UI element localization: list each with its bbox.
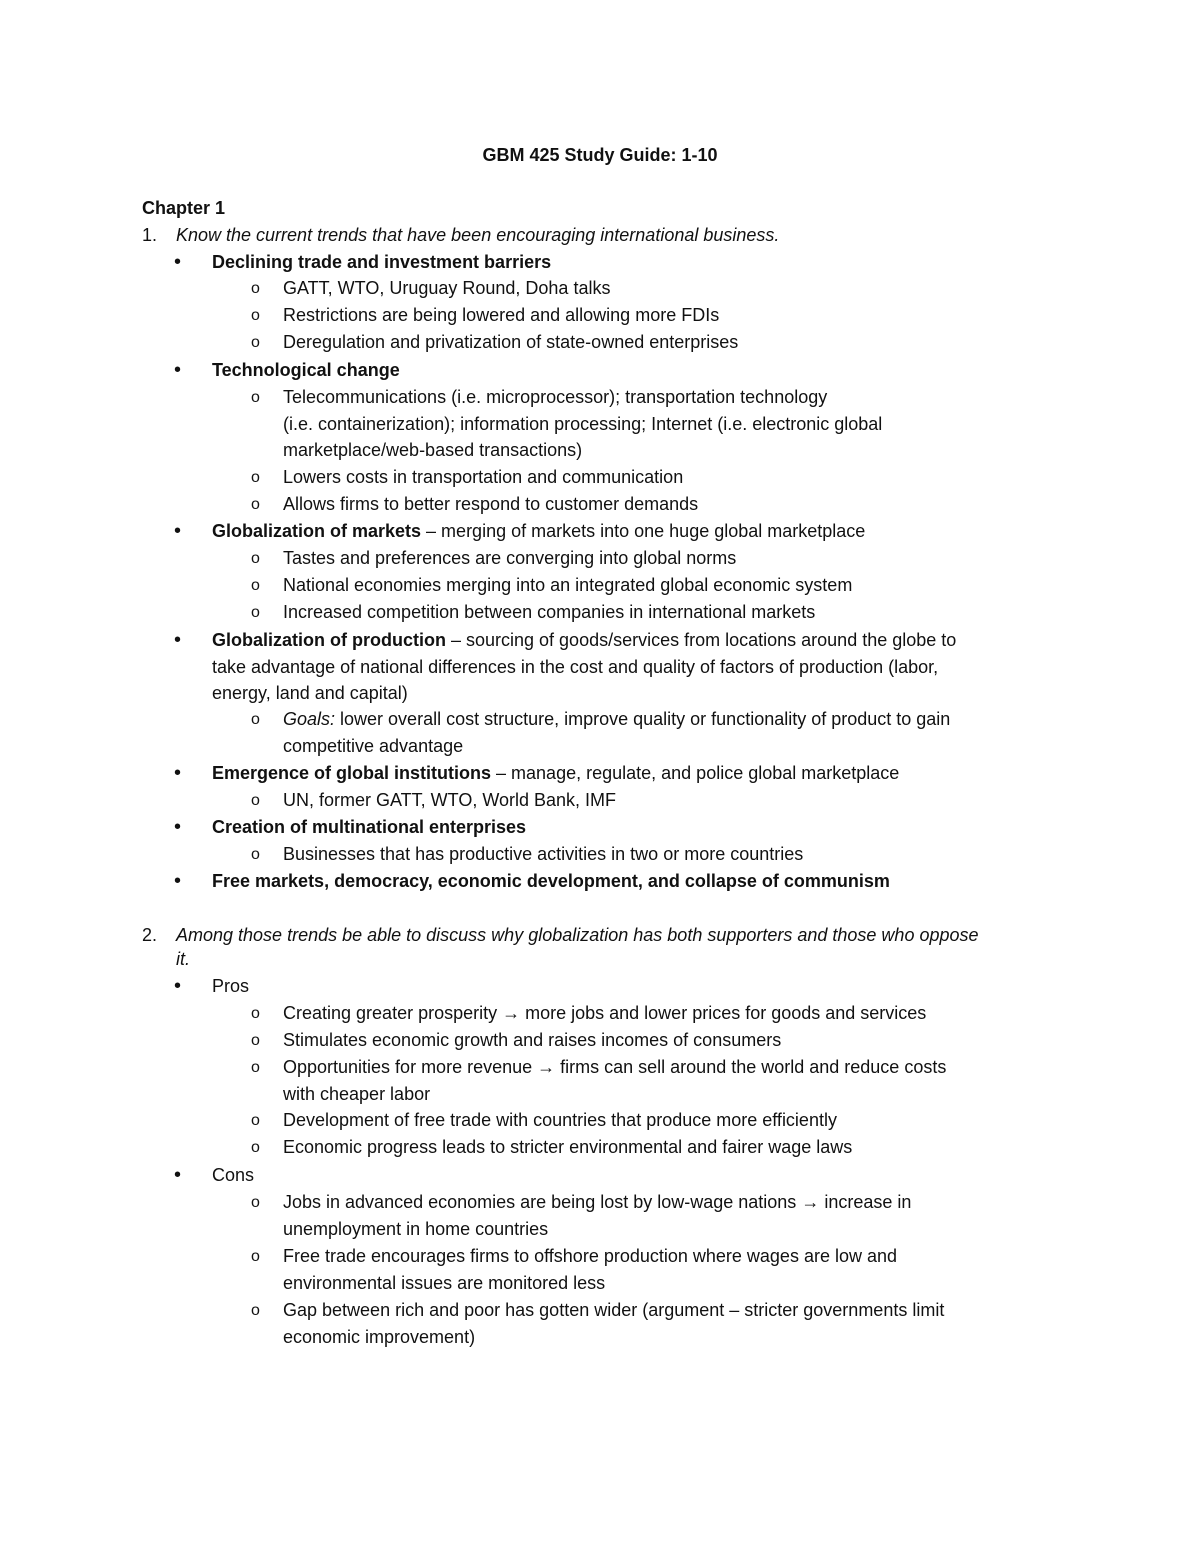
trend-item	[212, 630, 956, 650]
sub-item-text: Creating greater prosperity	[283, 1003, 503, 1023]
goals-label: Goals:	[283, 709, 336, 729]
bullet-icon: •	[174, 975, 182, 997]
trend-desc: – merging of markets into one huge global marketplace	[421, 521, 866, 541]
trend-title: Free markets, democracy, economic development, and collapse of communism	[212, 871, 890, 891]
sub-item-text: more jobs and lower prices for goods and services	[520, 1003, 927, 1023]
sub-item-continued: competitive advantage	[283, 736, 464, 756]
sub-item: Stimulates economic growth and raises incomes of consumers	[283, 1030, 782, 1050]
trend-desc-continued: take advantage of national differences in the cost and quality of factors of production (labor,	[212, 657, 939, 677]
sub-bullet-icon: o	[251, 1139, 260, 1156]
sub-item: Businesses that has productive activities in two or more countries	[283, 844, 804, 864]
sub-item-text: Jobs in advanced economies are being lost by low-wage nations	[283, 1192, 802, 1212]
sub-item: GATT, WTO, Uruguay Round, Doha talks	[283, 278, 611, 298]
sub-item: Increased competition between companies in international markets	[283, 602, 816, 622]
bullet-icon: •	[174, 762, 182, 784]
sub-bullet-icon: o	[251, 1059, 260, 1076]
chapter-heading: Chapter 1	[142, 198, 226, 218]
bullet-icon: •	[174, 251, 182, 273]
sub-bullet-icon: o	[251, 1248, 260, 1265]
sub-item-continued: (i.e. containerization); information processing; Internet (i.e. electronic global	[283, 414, 883, 434]
sub-item: Tastes and preferences are converging into global norms	[283, 548, 737, 568]
pros-label: Pros	[212, 976, 250, 996]
question-text: Among those trends be able to discuss why globalization has both supporters and those who oppose	[176, 925, 979, 945]
sub-item-continued: unemployment in home countries	[283, 1219, 549, 1239]
bullet-icon: •	[174, 1164, 182, 1186]
question-number: 1.	[142, 225, 158, 245]
page-title: GBM 425 Study Guide: 1-10	[482, 145, 718, 165]
sub-bullet-icon: o	[251, 334, 260, 351]
trend-title: Creation of multinational enterprises	[212, 817, 527, 837]
sub-bullet-icon: o	[251, 307, 260, 324]
sub-item: Economic progress leads to stricter environmental and fairer wage laws	[283, 1137, 853, 1157]
sub-bullet-icon: o	[251, 792, 260, 809]
sub-bullet-icon: o	[251, 469, 260, 486]
trend-title: Declining trade and investment barriers	[212, 252, 552, 272]
sub-bullet-icon: o	[251, 1005, 260, 1022]
sub-bullet-icon: o	[251, 604, 260, 621]
trend-desc: – sourcing of goods/services from locations around the globe to	[445, 630, 957, 650]
question-number: 2.	[142, 925, 158, 945]
trend-title: Emergence of global institutions	[212, 763, 492, 783]
sub-item: National economies merging into an integrated global economic system	[283, 575, 853, 595]
sub-item-text: increase in	[819, 1192, 912, 1212]
arrow-icon: →	[537, 1057, 556, 1077]
sub-item: Telecommunications (i.e. microprocessor); transportation technology	[283, 387, 828, 407]
sub-item-text: Opportunities for more revenue	[283, 1057, 538, 1077]
sub-bullet-icon: o	[251, 846, 260, 863]
trend-title: Technological change	[212, 360, 400, 380]
trend-title: Globalization of production	[212, 630, 446, 650]
sub-item: Gap between rich and poor has gotten wider (argument – stricter governments limit	[283, 1300, 945, 1320]
trend-item	[212, 521, 865, 541]
sub-item: Deregulation and privatization of state-owned enterprises	[283, 332, 739, 352]
question-text: Know the current trends that have been encouraging international business.	[176, 225, 780, 245]
trend-title: Globalization of markets	[212, 521, 422, 541]
sub-bullet-icon: o	[251, 1032, 260, 1049]
bullet-icon: •	[174, 629, 182, 651]
sub-item-continued: environmental issues are monitored less	[283, 1273, 606, 1293]
sub-item: UN, former GATT, WTO, World Bank, IMF	[283, 790, 617, 810]
sub-item	[283, 709, 950, 729]
sub-bullet-icon: o	[251, 550, 260, 567]
sub-bullet-icon: o	[251, 1302, 260, 1319]
arrow-icon: →	[502, 1003, 521, 1023]
sub-item-continued: marketplace/web-based transactions)	[283, 440, 583, 460]
trend-desc: – manage, regulate, and police global marketplace	[491, 763, 900, 783]
sub-item	[283, 1057, 946, 1077]
sub-bullet-icon: o	[251, 389, 260, 406]
arrow-icon: →	[801, 1192, 820, 1212]
sub-item	[283, 1003, 926, 1023]
trend-desc-continued: energy, land and capital)	[212, 683, 408, 703]
sub-item: Lowers costs in transportation and communication	[283, 467, 684, 487]
sub-item-continued: economic improvement)	[283, 1327, 476, 1347]
sub-bullet-icon: o	[251, 1112, 260, 1129]
sub-item: Restrictions are being lowered and allowing more FDIs	[283, 305, 720, 325]
sub-item	[283, 1192, 911, 1212]
bullet-icon: •	[174, 359, 182, 381]
bullet-icon: •	[174, 870, 182, 892]
sub-bullet-icon: o	[251, 577, 260, 594]
sub-item: Allows firms to better respond to customer demands	[283, 494, 699, 514]
sub-item: Development of free trade with countries that produce more efficiently	[283, 1110, 837, 1130]
bullet-icon: •	[174, 520, 182, 542]
sub-bullet-icon: o	[251, 1194, 260, 1211]
sub-item-continued: with cheaper labor	[283, 1084, 431, 1104]
cons-label: Cons	[212, 1165, 255, 1185]
question-text-continued: it.	[176, 949, 191, 969]
sub-item: Free trade encourages firms to offshore production where wages are low and	[283, 1246, 898, 1266]
sub-bullet-icon: o	[251, 711, 260, 728]
goals-text: lower overall cost structure, improve quality or functionality of product to gain	[335, 709, 951, 729]
trend-item	[212, 763, 899, 783]
sub-bullet-icon: o	[251, 280, 260, 297]
sub-item-text: firms can sell around the world and reduce costs	[555, 1057, 947, 1077]
bullet-icon: •	[174, 816, 182, 838]
sub-bullet-icon: o	[251, 496, 260, 513]
